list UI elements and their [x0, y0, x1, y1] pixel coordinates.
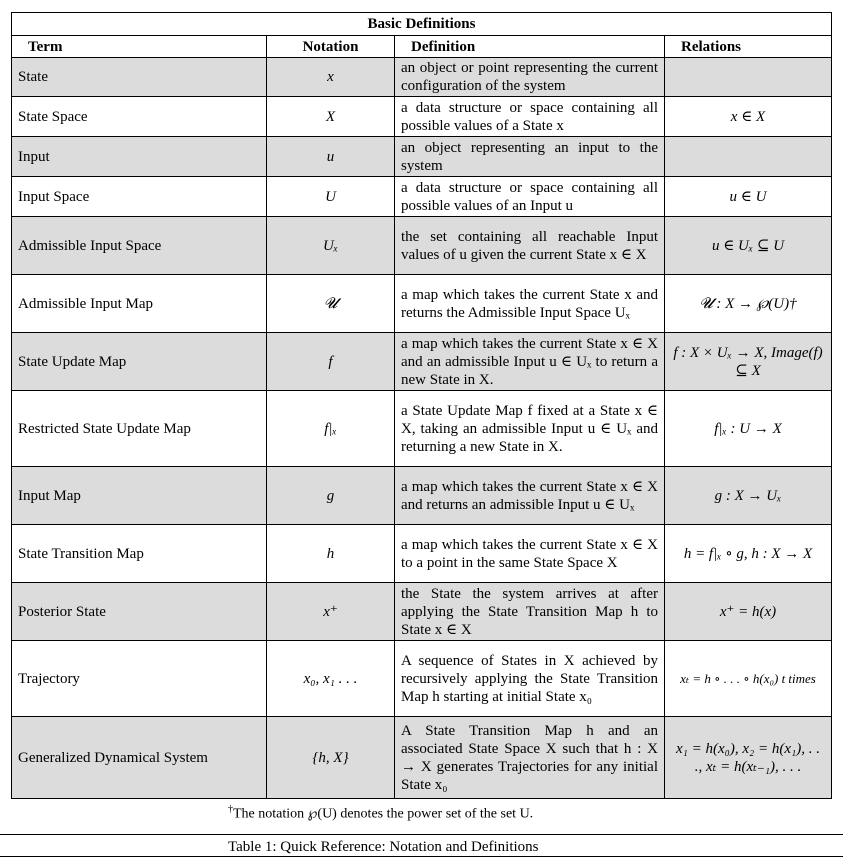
relations-cell: x₁ = h(x₀), x₂ = h(x₁), . . ., xₜ = h(xₜ₋₁), . . .: [665, 717, 832, 799]
definition-cell: a data structure or space containing all possible values of an Input u: [395, 177, 665, 217]
table-title: Basic Definitions: [12, 13, 832, 36]
term-cell: Input: [12, 137, 267, 177]
definition-cell: an object representing an input to the system: [395, 137, 665, 177]
relations-cell: h = f|ₓ ∘ g, h : X → X: [665, 525, 832, 583]
table-row: [12, 525, 832, 583]
term-cell: Posterior State: [12, 583, 267, 641]
notation-cell: X: [267, 97, 395, 137]
relations-cell: [665, 58, 832, 97]
relations-cell: f : X × Uₓ → X, Image(f) ⊆ X: [665, 333, 832, 391]
table-row: [12, 275, 832, 333]
relations-cell: x ∈ X: [665, 97, 832, 137]
table-row: [12, 467, 832, 525]
notation-cell: 𝓤: [267, 275, 395, 333]
term-cell: Restricted State Update Map: [12, 391, 267, 467]
footnote-text: The notation ℘(U) denotes the power set of the set U.: [233, 806, 534, 822]
notation-cell: x: [267, 58, 395, 97]
definition-cell: a map which takes the current State x ∈ X and an admissible Input u ∈ Uₓ to return a new State in X.: [395, 333, 665, 391]
table-row: [12, 58, 832, 97]
footnote-mark: †: [228, 804, 233, 815]
table-row: [12, 97, 832, 137]
term-cell: Admissible Input Space: [12, 217, 267, 275]
definition-cell: a map which takes the current State x ∈ X and returns an admissible Input u ∈ Uₓ: [395, 467, 665, 525]
relations-cell: xₜ = h ∘ . . . ∘ h(x₀) t times: [665, 641, 832, 717]
term-cell: Input Space: [12, 177, 267, 217]
notation-cell: g: [267, 467, 395, 525]
relations-cell: [665, 137, 832, 177]
term-cell: State: [12, 58, 267, 97]
table-row: [12, 641, 832, 717]
header-definition: Definition: [395, 36, 665, 58]
header-relations: Relations: [665, 36, 832, 58]
table-row: [12, 333, 832, 391]
term-cell: State Transition Map: [12, 525, 267, 583]
notation-cell: x₀, x₁ . . .: [267, 641, 395, 717]
relations-cell: g : X → Uₓ: [665, 467, 832, 525]
definition-cell: the State the system arrives at after applying the State Transition Map h to State x ∈ X: [395, 583, 665, 641]
definition-cell: a data structure or space containing all possible values of a State x: [395, 97, 665, 137]
relations-cell: u ∈ U: [665, 177, 832, 217]
table-row: [12, 717, 832, 799]
table-row: [12, 583, 832, 641]
term-cell: State Space: [12, 97, 267, 137]
footnote: [228, 804, 533, 823]
relations-cell: f|ₓ : U → X: [665, 391, 832, 467]
table-caption: Table 1: Quick Reference: Notation and Definitions: [228, 839, 539, 855]
divider: [0, 856, 843, 857]
notation-cell: U: [267, 177, 395, 217]
definition-cell: the set containing all reachable Input values of u given the current State x ∈ X: [395, 217, 665, 275]
table-row: [12, 217, 832, 275]
notation-cell: f|ₓ: [267, 391, 395, 467]
term-cell: Input Map: [12, 467, 267, 525]
table-row: [12, 137, 832, 177]
table-row: [12, 177, 832, 217]
table-row: [12, 391, 832, 467]
term-cell: State Update Map: [12, 333, 267, 391]
relations-cell: u ∈ Uₓ ⊆ U: [665, 217, 832, 275]
notation-cell: h: [267, 525, 395, 583]
term-cell: Generalized Dynamical System: [12, 717, 267, 799]
divider: [0, 834, 843, 835]
definition-cell: a map which takes the current State x and returns the Admissible Input Space Uₓ: [395, 275, 665, 333]
notation-cell: u: [267, 137, 395, 177]
definition-cell: a State Update Map f fixed at a State x ∈ X, taking an admissible Input u ∈ Uₓ and returning a new State in X.: [395, 391, 665, 467]
definition-cell: A State Transition Map h and an associated State Space X such that h : X → X generates Trajectories for any initial State x₀: [395, 717, 665, 799]
term-cell: Admissible Input Map: [12, 275, 267, 333]
definition-cell: an object or point representing the current configuration of the system: [395, 58, 665, 97]
notation-cell: x⁺: [267, 583, 395, 641]
header-term: Term: [12, 36, 267, 58]
relations-cell: x⁺ = h(x): [665, 583, 832, 641]
definitions-table: [11, 12, 832, 799]
notation-cell: {h, X}: [267, 717, 395, 799]
definition-cell: a map which takes the current State x ∈ X to a point in the same State Space X: [395, 525, 665, 583]
notation-cell: Uₓ: [267, 217, 395, 275]
relations-cell: 𝓤 : X → ℘(U)†: [665, 275, 832, 333]
definition-cell: A sequence of States in X achieved by recursively applying the State Transition Map h starting at initial State x₀: [395, 641, 665, 717]
notation-cell: f: [267, 333, 395, 391]
header-notation: Notation: [267, 36, 395, 58]
term-cell: Trajectory: [12, 641, 267, 717]
